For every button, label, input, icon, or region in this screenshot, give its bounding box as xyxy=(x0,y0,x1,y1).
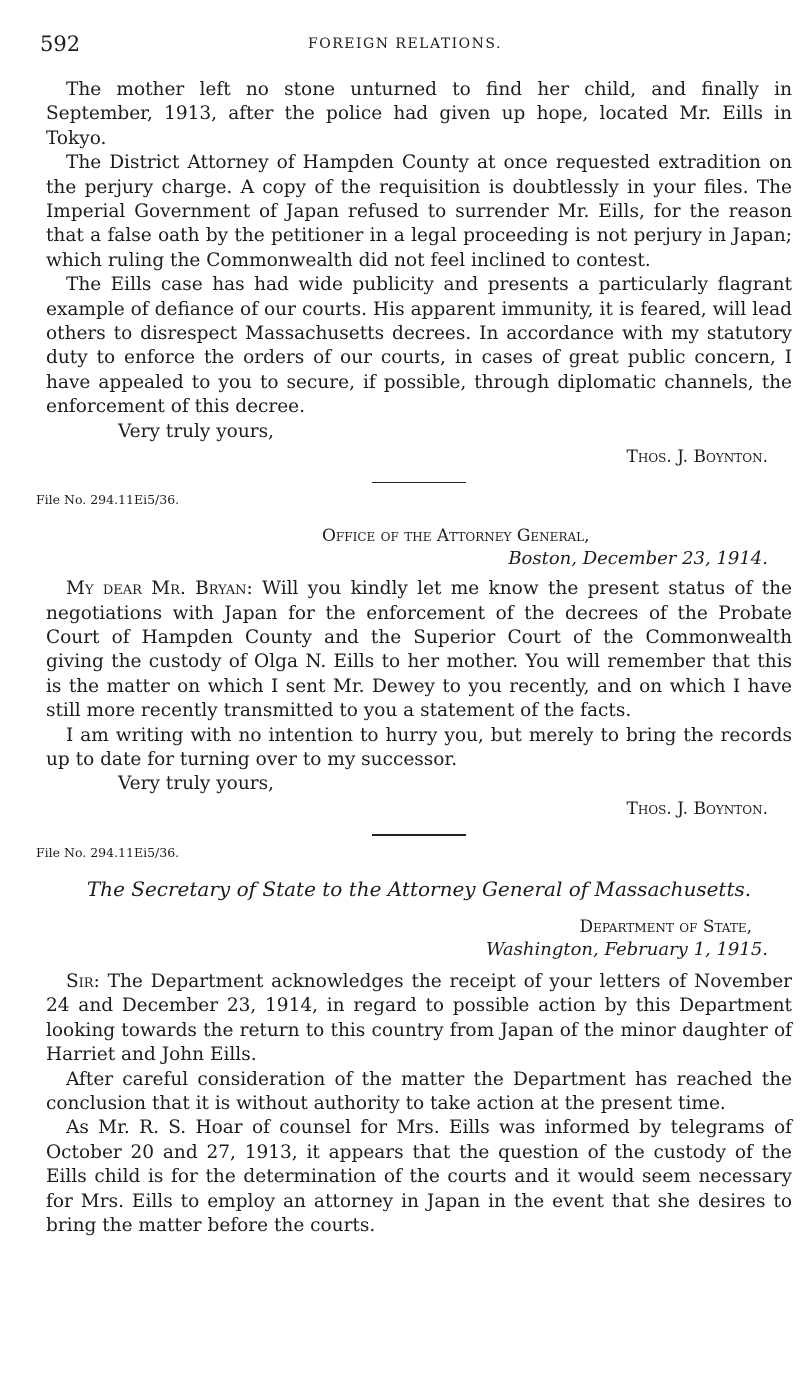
sender-department: Department of State, xyxy=(579,916,752,937)
letter3-dateline: Washington, February 1, 1915. xyxy=(485,938,768,960)
letter1-paragraph: The mother left no stone unturned to find her child, and finally in September, 1913, after the police had given up hope, located Mr. Eills in Tokyo. xyxy=(46,79,792,149)
page-number: 592 xyxy=(40,32,81,56)
letter3-paragraph: As Mr. R. S. Hoar of counsel for Mrs. Eills was informed by telegrams of October 20 and 27, 1913, it appears that the question of the custody of the Eills child is for the determination of the courts and it would seem necessary for Mrs. Eills to employ an attorney in Japan in the event that she desires to bring the matter before the courts. xyxy=(46,1117,792,1236)
letter1-signature: Thos. J. Boynton. xyxy=(626,446,768,467)
letter2-paragraph-text: : Will you kindly let me know the present status of the negotiations with Japan for the enforcement of the decrees of the Probate Court of Hampden County and the Superior Court of the Commonwealth giving the custody of Olga N. Eills to her mother. You will remember that this is the matter on which I sent Mr. Dewey to you recently, and on which I have still more recently transmitted to you a statement of the facts. xyxy=(46,578,793,722)
sender-office: Office of the Attorney General, xyxy=(322,526,590,547)
letter2-closing: Very truly yours, xyxy=(118,773,274,795)
running-title: FOREIGN RELATIONS. xyxy=(308,36,502,52)
page-header xyxy=(40,32,770,60)
letter2-signature: Thos. J. Boynton. xyxy=(626,799,768,820)
letter3-paragraph: After careful consideration of the matter the Department has reached the conclusion that it is without authority to take action at the present time. xyxy=(46,1068,792,1114)
letter2-paragraph xyxy=(46,577,792,723)
letter-heading: The Secretary of State to the Attorney General of Massachusetts. xyxy=(86,876,752,901)
letter1-paragraph: The District Attorney of Hampden County at once requested extradition on the perjury charge. A copy of the requisition is doubtlessly in your files. The Imperial Government of Japan refused to surrender Mr. Eills, for the reason that a false oath by the petitioner in a legal proceeding is not perjury in Japan; which ruling the Commonwealth did not feel inclined to contest. xyxy=(46,152,792,271)
file-number: File No. 294.11Ei5/36. xyxy=(36,492,180,508)
letter1-paragraph: The Eills case has had wide publicity and presents a particularly flagrant example of defiance of our courts. His apparent immunity, it is feared, will lead others to disrespect Massachusetts decrees. In accordance with my statutory duty to enforce the orders of our courts, in cases of great public concern, I have appealed to you to secure, if possible, through diplomatic channels, the enforcement of this decree. xyxy=(46,274,792,418)
salutation: Sir xyxy=(66,970,94,992)
page-body xyxy=(36,78,793,1238)
salutation: My dear Mr. Bryan xyxy=(66,578,247,600)
letter2-dateline: Boston, December 23, 1914. xyxy=(508,548,768,570)
letter3-paragraph-text: : The Department acknowledges the receipt of your letters of November 24 and December 23, 1914, in regard to possible action by this Department looking towards the return to this country from Japan of the minor daughter of Harriet and John Eills. xyxy=(46,970,792,1066)
letter3-paragraph xyxy=(46,970,792,1068)
letter2-paragraph: I am writing with no intention to hurry you, but merely to bring the records up to date for turning over to my successor. xyxy=(46,724,792,771)
letter1-closing: Very truly yours, xyxy=(118,420,274,442)
file-number: File No. 294.11Ei5/36. xyxy=(36,844,180,860)
